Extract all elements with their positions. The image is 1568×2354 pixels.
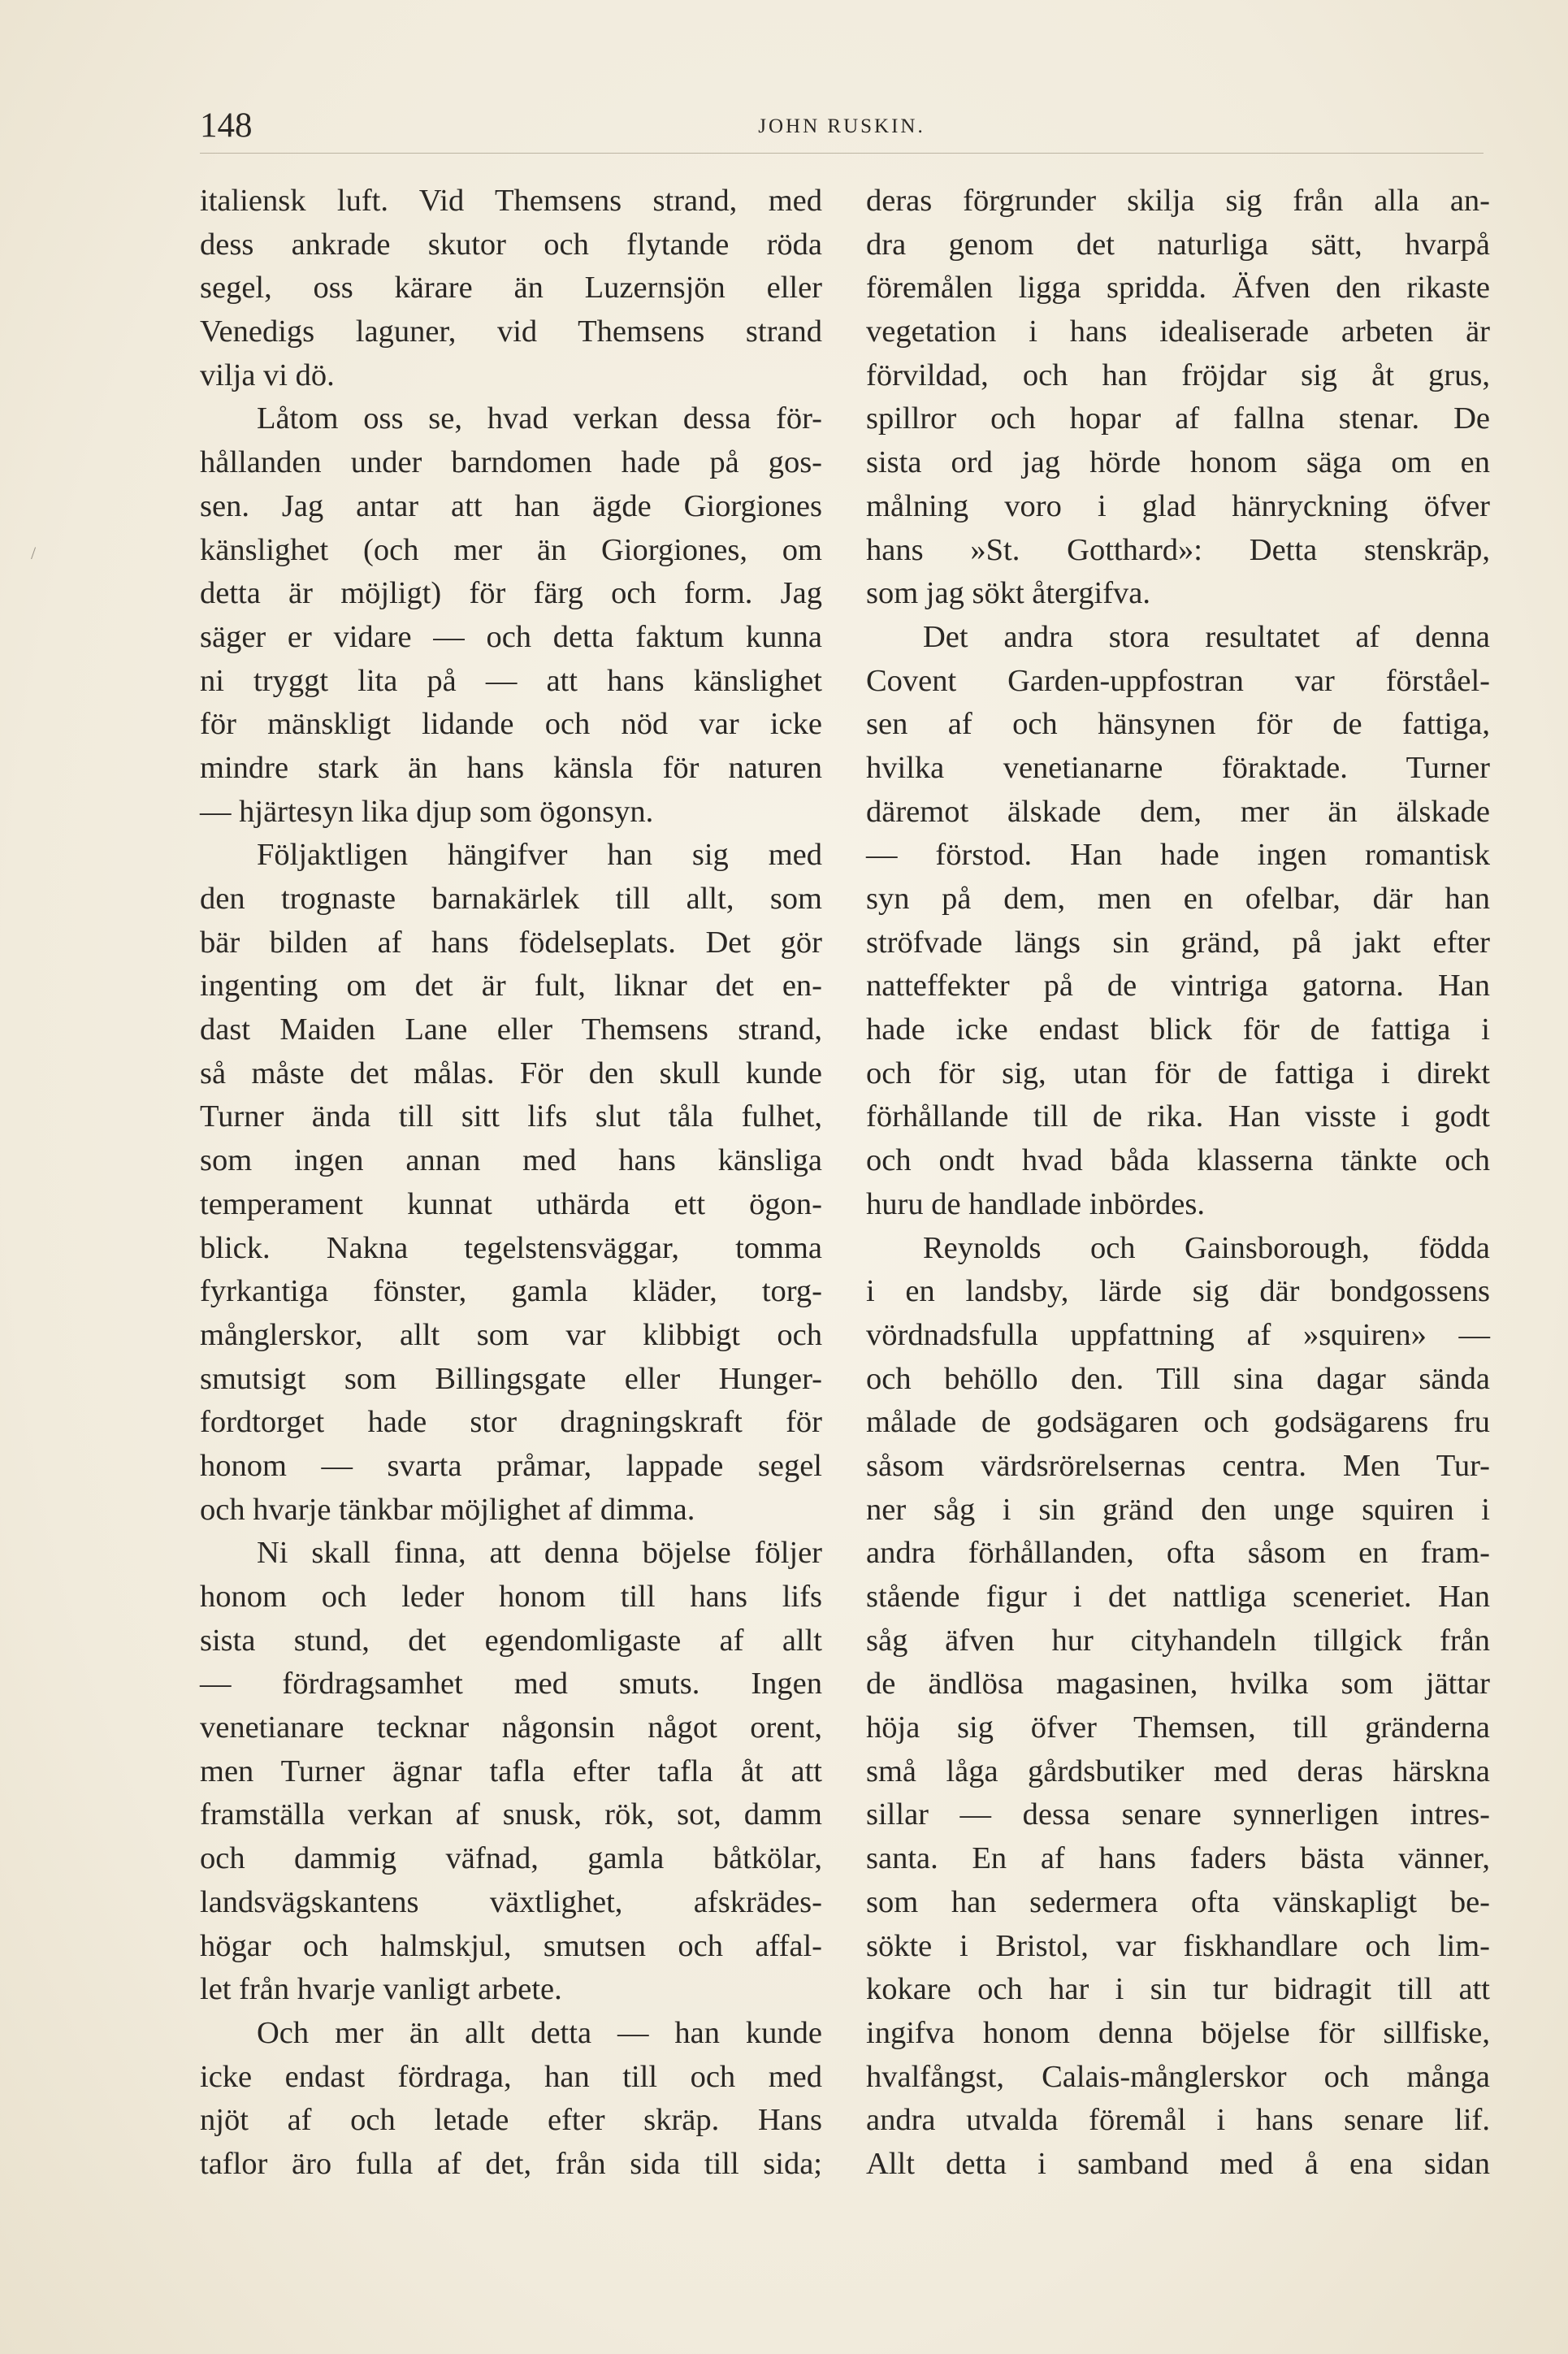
text-line: huru de handlade inbördes. — [866, 1186, 1205, 1221]
text-line: hade icke endast blick för de fattiga i — [866, 1012, 1490, 1047]
text-line: vegetation i hans idealiserade arbeten är — [866, 314, 1490, 349]
text-line: ner såg i sin gränd den unge squiren i — [866, 1492, 1490, 1527]
text-line: temperament kunnat uthärda ett ögon- — [200, 1186, 822, 1221]
text-line: sista ord jag hörde honom säga om en — [866, 445, 1490, 480]
text-line: och hvarje tänkbar möjlighet af dimma. — [200, 1492, 695, 1527]
text-line: icke endast fördraga, han till och med — [200, 2059, 822, 2094]
text-line: Det andra stora resultatet af denna — [923, 619, 1490, 654]
text-line: hvilka venetianarne föraktade. Turner — [866, 750, 1490, 785]
text-line: som ingen annan med hans känsliga — [200, 1143, 822, 1178]
text-line: för mänskligt lidande och nöd var icke — [200, 707, 822, 742]
text-line: föremålen ligga spridda. Äfven den rikaste — [866, 271, 1490, 306]
text-line: framställa verkan af snusk, rök, sot, damm — [200, 1797, 822, 1832]
text-line: dess ankrade skutor och flytande röda — [200, 227, 822, 262]
text-line: förhållande till de rika. Han visste i godt — [866, 1099, 1490, 1134]
text-line: små låga gårdsbutiker med deras härskna — [866, 1754, 1490, 1788]
text-line: kokare och har i sin tur bidragit till att — [866, 1972, 1490, 2007]
text-line: säger er vidare — och detta faktum kunna — [200, 619, 822, 654]
running-head: JOHN RUSKIN. — [758, 115, 925, 137]
text-line: blick. Nakna tegelstensväggar, tomma — [200, 1230, 822, 1265]
text-line: deras förgrunder skilja sig från alla an- — [866, 184, 1490, 218]
text-line: sen. Jag antar att han ägde Giorgiones — [200, 488, 822, 523]
left-text-column — [200, 180, 822, 2187]
text-line: honom — svarta pråmar, lappade segel — [200, 1448, 822, 1483]
text-line: däremot älskade dem, mer än älskade — [866, 794, 1490, 829]
text-line: som jag sökt återgifva. — [866, 576, 1150, 611]
text-line: njöt af och letade efter skräp. Hans — [200, 2103, 822, 2138]
text-line: taflor äro fulla af det, från sida till sida; — [200, 2146, 822, 2181]
text-line: sista stund, det egendomligaste af allt — [200, 1623, 822, 1658]
text-line: santa. En af hans faders bästa vänner, — [866, 1841, 1490, 1876]
text-line: i en landsby, lärde sig där bondgossens — [866, 1274, 1490, 1309]
text-line: natteffekter på de vintriga gatorna. Han — [866, 969, 1490, 1004]
text-line: andra utvalda föremål i hans senare lif. — [866, 2103, 1490, 2138]
text-line: hvalfångst, Calais-månglerskor och många — [866, 2059, 1490, 2094]
text-line: och behöllo den. Till sina dagar sända — [866, 1361, 1490, 1396]
margin-mark: / — [31, 543, 37, 563]
text-line: Låtom oss se, hvad verkan dessa för- — [257, 401, 822, 436]
text-line: — förstod. Han hade ingen romantisk — [866, 838, 1490, 873]
text-line: såsom värdsrörelsernas centra. Men Tur- — [866, 1448, 1490, 1483]
text-line: syn på dem, men en ofelbar, där han — [866, 882, 1490, 916]
text-line: spillror och hopar af fallna stenar. De — [866, 401, 1490, 436]
text-line: venetianare tecknar någonsin något orent, — [200, 1710, 822, 1745]
text-line: känslighet (och mer än Giorgiones, om — [200, 532, 822, 567]
text-line: målning voro i glad hänryckning öfver — [866, 488, 1490, 523]
text-line: Allt detta i samband med å ena sidan — [866, 2146, 1490, 2181]
page-header — [200, 102, 1484, 150]
text-line: förvildad, och han fröjdar sig åt grus, — [866, 358, 1490, 392]
text-line: Följaktligen hängifver han sig med — [257, 838, 822, 873]
text-line: Turner ända till sitt lifs slut tåla fulhet, — [200, 1099, 822, 1134]
text-line: de ändlösa magasinen, hvilka som jättar — [866, 1667, 1490, 1702]
text-line: fordtorget hade stor dragningskraft för — [200, 1405, 822, 1440]
text-line: och ondt hvad båda klasserna tänkte och — [866, 1143, 1490, 1178]
text-line: den trognaste barnakärlek till allt, som — [200, 882, 822, 916]
text-line: ströfvade längs sin gränd, på jakt efter — [866, 925, 1490, 960]
text-line: dra genom det naturliga sätt, hvarpå — [866, 227, 1490, 262]
text-line: sen af och hänsynen för de fattiga, — [866, 707, 1490, 742]
text-line: detta är möjligt) för färg och form. Jag — [200, 576, 822, 611]
text-line: segel, oss kärare än Luzernsjön eller — [200, 271, 822, 306]
text-line: andra förhållanden, ofta såsom en fram- — [866, 1536, 1490, 1571]
text-line: så måste det målas. För den skull kunde — [200, 1056, 822, 1090]
text-line: Covent Garden-uppfostran var förståel- — [866, 663, 1490, 698]
text-line: ni tryggt lita på — att hans känslighet — [200, 663, 822, 698]
text-line: italiensk luft. Vid Themsens strand, med — [200, 184, 822, 218]
text-line: mindre stark än hans känsla för naturen — [200, 750, 822, 785]
text-line: Venedigs laguner, vid Themsens strand — [200, 314, 822, 349]
text-line: stående figur i det nattliga sceneriet. Han — [866, 1580, 1490, 1614]
text-line: let från hvarje vanligt arbete. — [200, 1972, 562, 2007]
text-line: vilja vi dö. — [200, 358, 335, 392]
text-line: målade de godsägaren och godsägarens fru — [866, 1405, 1490, 1440]
text-line: honom och leder honom till hans lifs — [200, 1580, 822, 1614]
text-line: som han sedermera ofta vänskapligt be- — [866, 1884, 1490, 1919]
text-line: och för sig, utan för de fattiga i direkt — [866, 1056, 1490, 1090]
right-text-column — [866, 180, 1490, 2187]
text-line: men Turner ägnar tafla efter tafla åt att — [200, 1754, 822, 1788]
text-line: hållanden under barndomen hade på gos- — [200, 445, 822, 480]
text-line: bär bilden af hans födelseplats. Det gör — [200, 925, 822, 960]
text-line: fyrkantiga fönster, gamla kläder, torg- — [200, 1274, 822, 1309]
text-line: såg äfven hur cityhandeln tillgick från — [866, 1623, 1490, 1658]
text-line: sökte i Bristol, var fiskhandlare och lim- — [866, 1928, 1490, 1963]
text-line: hans »St. Gotthard»: Detta stenskräp, — [866, 532, 1490, 567]
text-line: och dammig väfnad, gamla båtkölar, — [200, 1841, 822, 1876]
text-line: högar och halmskjul, smutsen och affal- — [200, 1928, 822, 1963]
text-line: höja sig öfver Themsen, till gränderna — [866, 1710, 1490, 1745]
text-line: ingifva honom denna böjelse för sillfiske, — [866, 2015, 1490, 2050]
text-line: dast Maiden Lane eller Themsens strand, — [200, 1012, 822, 1047]
text-line: — fördragsamhet med smuts. Ingen — [200, 1667, 822, 1702]
text-line: Reynolds och Gainsborough, födda — [923, 1230, 1490, 1265]
text-line: vördnadsfulla uppfattning af »squiren» — — [866, 1317, 1490, 1352]
page-number: 148 — [200, 106, 253, 145]
text-line: — hjärtesyn lika djup som ögonsyn. — [200, 794, 654, 829]
text-line: Ni skall finna, att denna böjelse följer — [257, 1536, 822, 1571]
header-rule — [200, 153, 1484, 154]
text-line: landsvägskantens växtlighet, afskrädes- — [200, 1884, 822, 1919]
text-line: ingenting om det är fult, liknar det en- — [200, 969, 822, 1004]
text-line: sillar — dessa senare synnerligen intres- — [866, 1797, 1490, 1832]
text-line: Och mer än allt detta — han kunde — [257, 2015, 822, 2050]
text-line: smutsigt som Billingsgate eller Hunger- — [200, 1361, 822, 1396]
text-line: månglerskor, allt som var klibbigt och — [200, 1317, 822, 1352]
